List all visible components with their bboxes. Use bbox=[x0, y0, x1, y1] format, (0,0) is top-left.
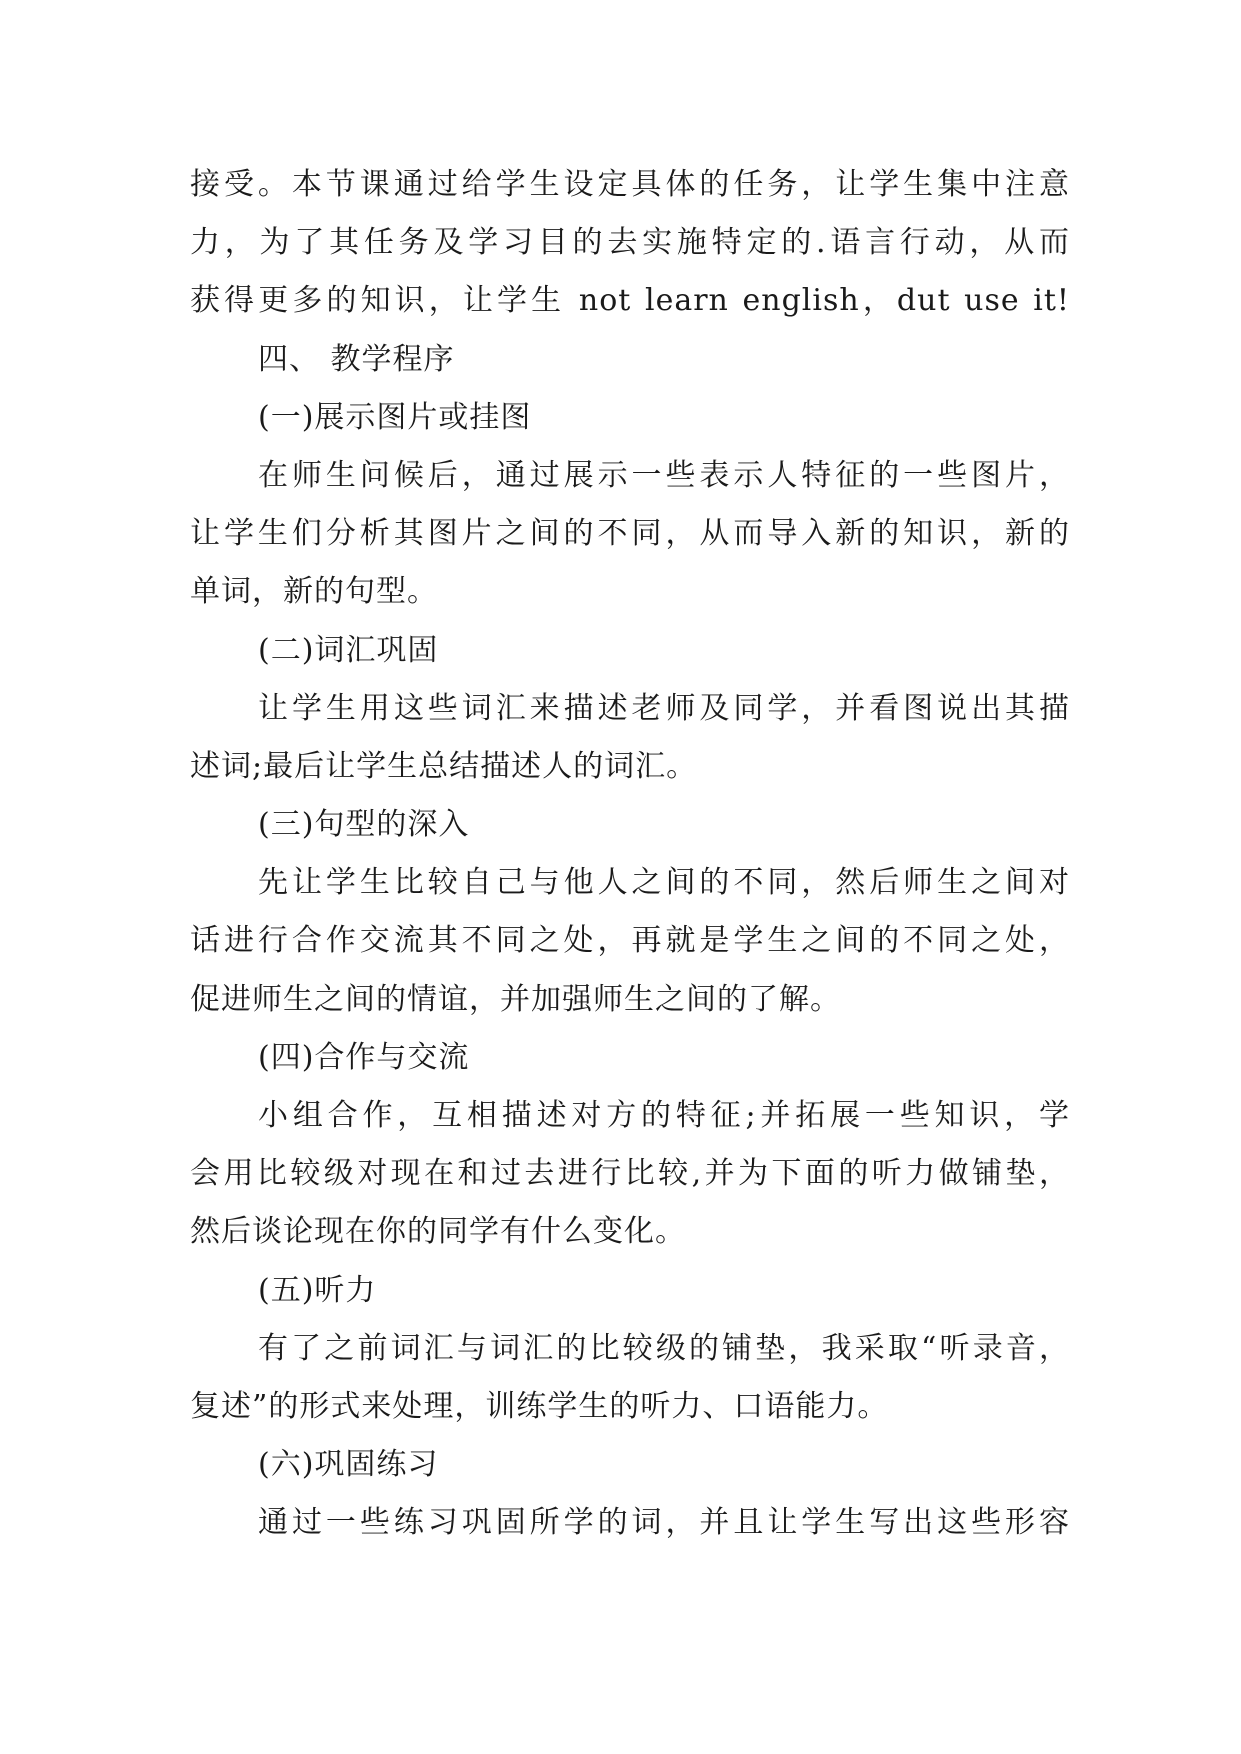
text-line: 话进行合作交流其不同之处，再就是学生之间的不同之处， bbox=[190, 923, 1070, 959]
text-line: 力，为了其任务及学习目的去实施特定的.语言行动，从而 bbox=[190, 225, 1070, 261]
text-line: 小组合作，互相描述对方的特征;并拓展一些知识，学 bbox=[258, 1098, 1070, 1133]
text-line: 述词;最后让学生总结描述人的词汇。 bbox=[190, 748, 698, 784]
text-line: 先让学生比较自己与他人之间的不同，然后师生之间对 bbox=[258, 865, 1070, 901]
text-line: 让学生用这些词汇来描述老师及同学，并看图说出其描 bbox=[258, 690, 1070, 726]
text-line: (五)听力 bbox=[258, 1272, 377, 1308]
text-line: 获得更多的知识，让学生 not learn english，dut use it! bbox=[190, 283, 1070, 319]
text-line: 促进师生之间的情谊，并加强师生之间的了解。 bbox=[190, 981, 841, 1017]
text-line: 然后谈论现在你的同学有什么变化。 bbox=[190, 1214, 686, 1250]
text-line: 复述”的形式来处理，训练学生的听力、口语能力。 bbox=[190, 1388, 889, 1424]
document-body bbox=[190, 156, 1070, 1553]
text-line: 让学生们分析其图片之间的不同，从而导入新的知识，新的 bbox=[190, 516, 1070, 552]
text-line: 在师生问候后，通过展示一些表示人特征的一些图片， bbox=[258, 457, 1070, 493]
text-line: (四)合作与交流 bbox=[258, 1039, 470, 1075]
text-line: 接受。本节课通过给学生设定具体的任务，让学生集中注意 bbox=[190, 167, 1070, 202]
text-line: 四、 教学程序 bbox=[258, 341, 455, 377]
text-line: 通过一些练习巩固所学的词，并且让学生写出这些形容 bbox=[258, 1505, 1070, 1541]
text-line: (一)展示图片或挂图 bbox=[258, 399, 532, 435]
text-line: 有了之前词汇与词汇的比较级的铺垫，我采取“听录音， bbox=[258, 1330, 1070, 1366]
text-line: 单词，新的句型。 bbox=[190, 574, 438, 610]
text-line: (二)词汇巩固 bbox=[258, 632, 439, 668]
text-line: 会用比较级对现在和过去进行比较,并为下面的听力做铺垫， bbox=[190, 1156, 1070, 1192]
text-line: (六)巩固练习 bbox=[258, 1447, 439, 1483]
text-line: (三)句型的深入 bbox=[258, 807, 470, 843]
